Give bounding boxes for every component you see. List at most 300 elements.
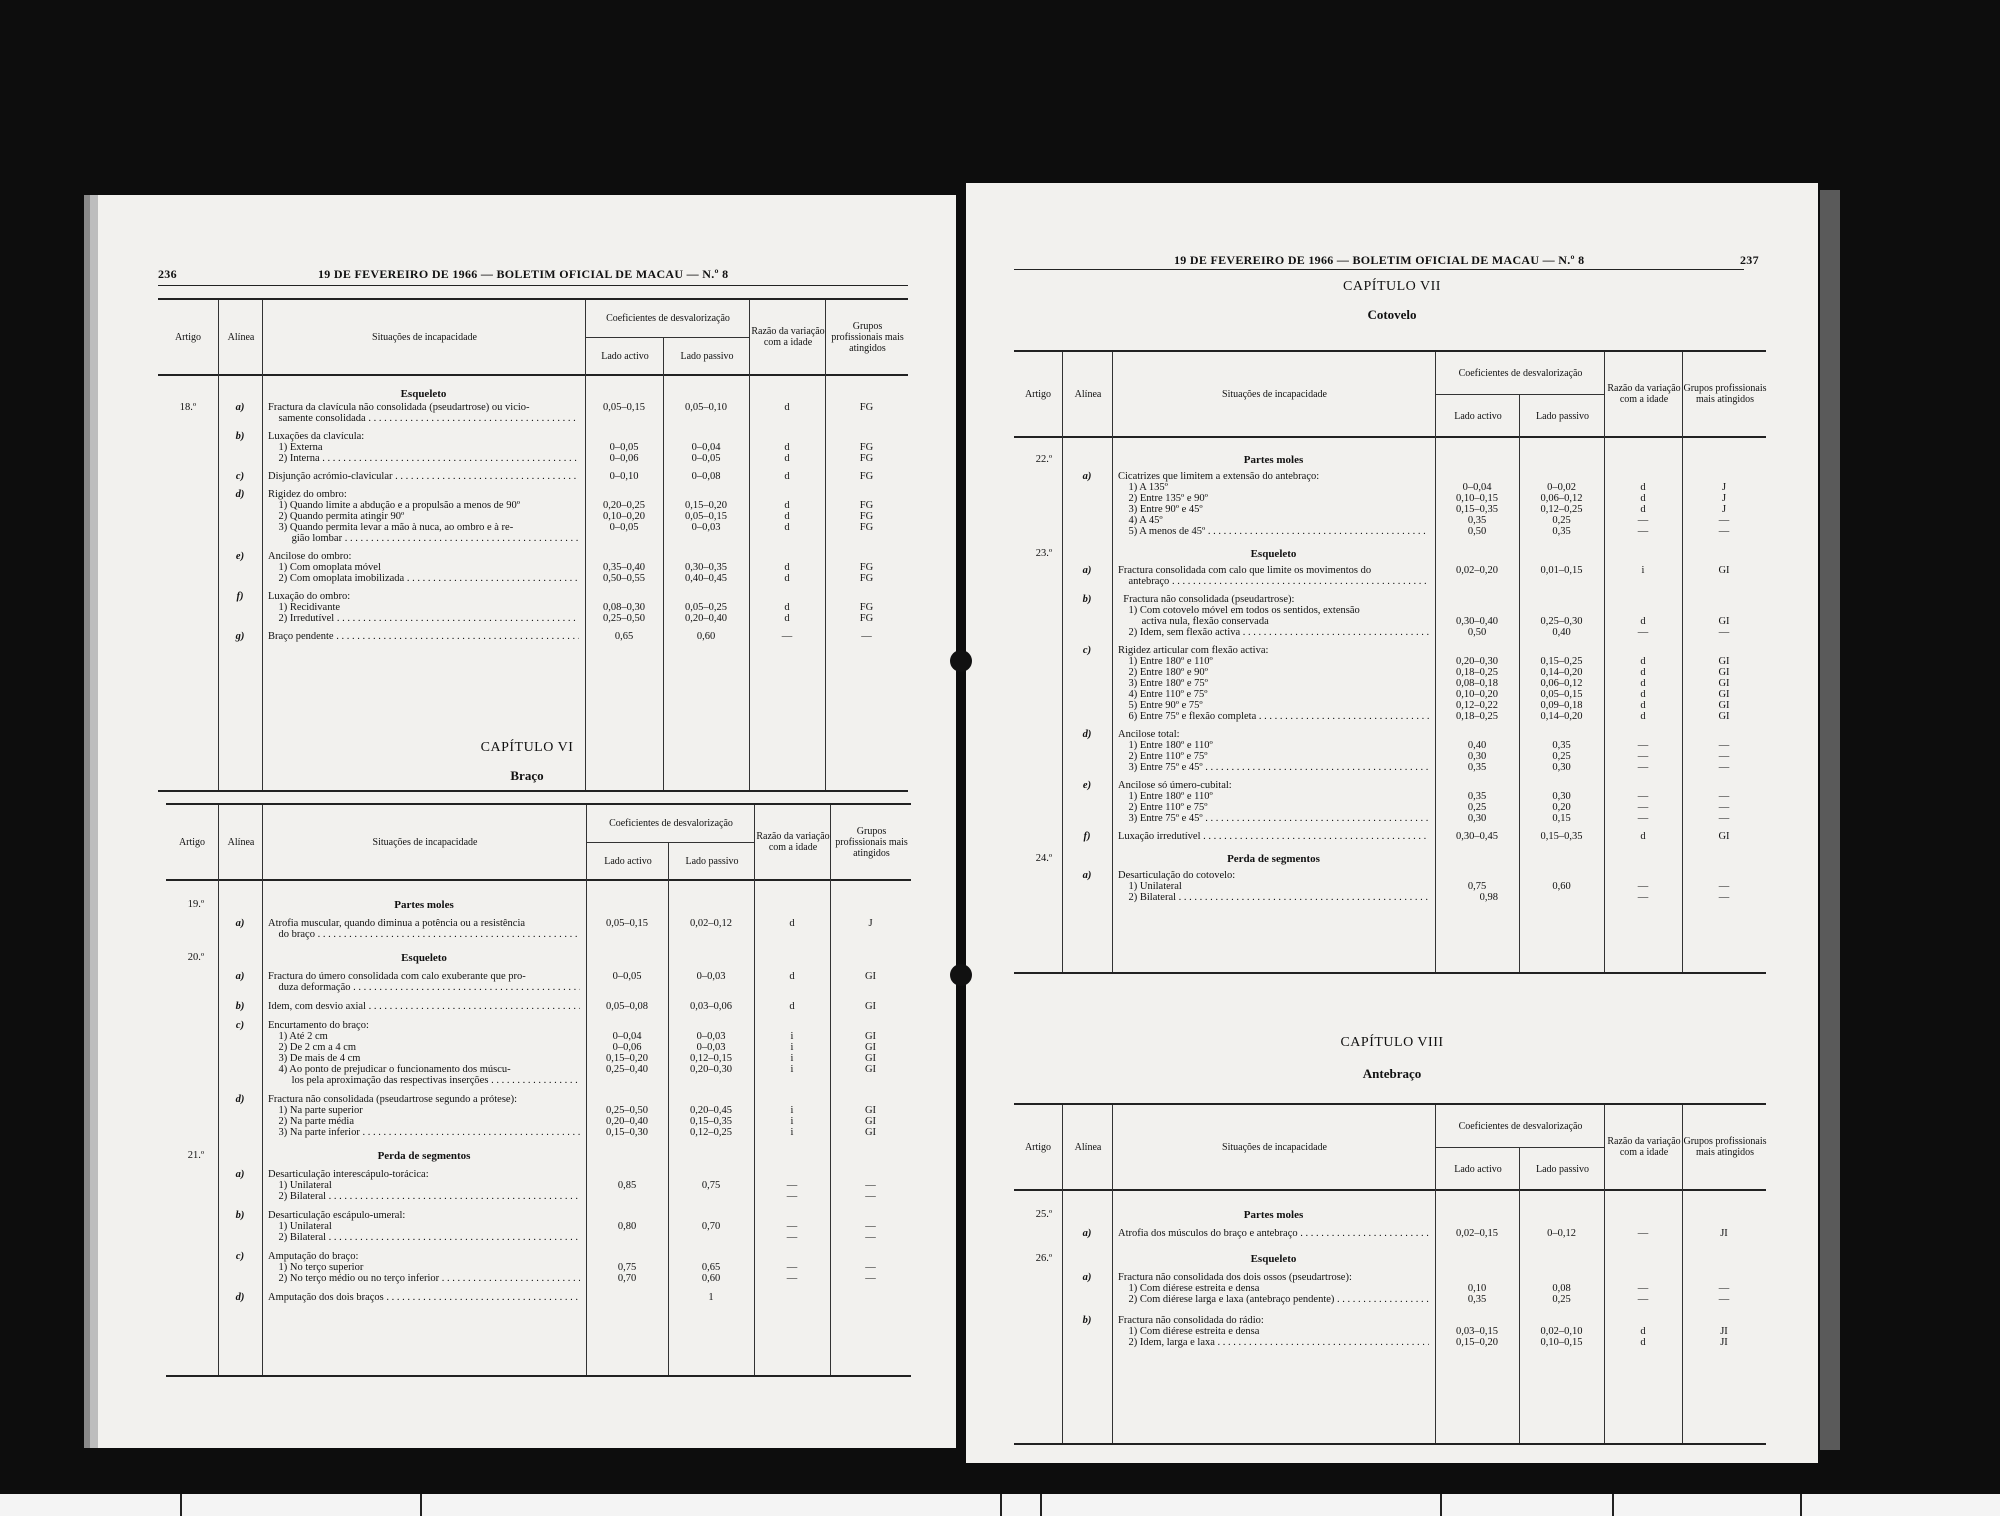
row-alinea: c) <box>235 1020 245 1031</box>
row-razao: — <box>781 631 793 642</box>
row-grupos: J <box>868 918 873 929</box>
row-situation-text: 2) Idem, larga e laxa . . . <box>1118 1337 1429 1348</box>
row-alinea: a) <box>1082 1272 1092 1283</box>
row-lado-activo: 0,65 <box>614 631 634 642</box>
row-situation-text: 2) Entre 180º e 90º <box>1118 667 1208 678</box>
row-situation-text: 2) Interna . . . <box>268 453 579 464</box>
row-situation-text: 2) No terço médio ou no terço inferior . . . <box>268 1273 580 1284</box>
row-alinea: e) <box>235 551 245 562</box>
row-alinea: d) <box>235 489 245 500</box>
header-lado-activo: Lado activo <box>1435 1147 1520 1190</box>
row-lado-activo: 0,02–0,20 <box>1456 565 1498 576</box>
row-alinea: c) <box>235 1251 245 1262</box>
row-situation-text: 1) Unilateral <box>1118 881 1182 892</box>
row-situation-text: 1) Recidivante <box>268 602 341 613</box>
ruler-tick <box>1000 1494 1002 1516</box>
right-chapter2-heading: CAPÍTULO VIII <box>1340 1035 1444 1050</box>
row-alinea: c) <box>235 471 245 482</box>
row-situation-text: Fractura não consolidada do rádio: <box>1118 1315 1264 1326</box>
table-row <box>1014 645 1766 722</box>
row-situation-text: 2) Idem, sem flexão activa . . . <box>1118 627 1429 638</box>
row-situation-text: Atrofia dos músculos do braço e antebraço . . . <box>1118 1228 1429 1239</box>
table-row <box>158 551 908 584</box>
header-coeficientes: Coeficientes de desvalorização <box>586 805 755 842</box>
binding-ring-top <box>950 650 972 672</box>
row-razao: i <box>1641 565 1645 576</box>
table-header <box>166 803 911 881</box>
row-situation-text: 2) Com omoplata imobilizada . . . <box>268 573 579 584</box>
section-heading: Esqueleto <box>1250 548 1297 560</box>
row-lado-activo: 0,05–0,08 <box>606 1001 648 1012</box>
row-situation-text: 1) Unilateral <box>268 1221 332 1232</box>
right-chapter2-title: Antebraço <box>1362 1066 1422 1081</box>
header-lado-activo: Lado activo <box>586 842 669 880</box>
row-situation-text: 5) Entre 90º e 75º <box>1118 700 1203 711</box>
row-lado-passivo: 0,15–0,35 <box>1540 831 1583 842</box>
table-row <box>1014 594 1766 638</box>
header-situacoes: Situações de incapacidade <box>1112 1105 1436 1189</box>
binding-ring-bottom <box>950 964 972 986</box>
row-razao: — — <box>786 1262 798 1284</box>
header-grupos: Grupos profissionais mais atingidos <box>830 805 912 879</box>
header-alinea: Alínea <box>218 805 263 879</box>
table-row <box>1014 1315 1766 1348</box>
row-grupos: — — <box>865 1262 876 1284</box>
row-situation-text: activa nula, flexão conservada <box>1118 616 1269 627</box>
left-page <box>98 195 956 1448</box>
section-heading: Esqueleto <box>1250 1253 1297 1265</box>
row-lado-passivo: 0,70 <box>701 1221 721 1232</box>
table-row <box>166 918 911 940</box>
table-row <box>1014 1228 1766 1239</box>
row-situation-text: Idem, com desvio axial . . . <box>268 1001 580 1012</box>
header-artigo: Artigo <box>1024 388 1052 400</box>
table-row <box>166 1001 911 1012</box>
row-alinea: g) <box>235 631 245 642</box>
row-lado-activo: 0,05–0,15 <box>606 918 648 929</box>
row-grupos: FG FG FG <box>859 500 874 533</box>
table-header <box>1014 350 1766 438</box>
row-alinea: d) <box>235 1292 245 1303</box>
section-heading: Partes moles <box>1243 454 1304 466</box>
row-alinea: f) <box>1083 831 1091 842</box>
row-situation-text: Cicatrizes que limitem a extensão do antebraço: <box>1118 471 1320 482</box>
row-lado-passivo: 0–0,04 0–0,05 <box>691 442 721 464</box>
table-row <box>166 1020 911 1086</box>
header-artigo: Artigo <box>1024 1141 1052 1153</box>
row-situation-text: 3) Quando permita levar a mão à nuca, ao ombro e à re- <box>268 522 514 533</box>
row-razao: d <box>789 1001 795 1012</box>
row-lado-passivo: 0,15–0,25 0,14–0,20 0,06–0,12 0,05–0,15 0,09–0,18 0,14–0,20 <box>1540 656 1583 722</box>
row-lado-passivo: 0,20–0,45 0,15–0,35 0,12–0,25 <box>690 1105 732 1138</box>
row-situation-text: Encurtamento do braço: <box>268 1020 369 1031</box>
row-situation-text: 3) Entre 180º e 75º <box>1118 678 1208 689</box>
row-razao: d d <box>1640 1326 1646 1348</box>
row-lado-activo: 0–0,04 0–0,06 0,15–0,20 0,25–0,40 <box>606 1031 648 1075</box>
row-alinea: a) <box>235 971 245 982</box>
row-grupos: FG <box>859 402 874 413</box>
right-page <box>966 183 1818 1463</box>
header-lado-activo: Lado activo <box>585 337 664 375</box>
row-grupos: — — <box>1718 881 1730 903</box>
row-razao: d <box>789 971 795 982</box>
row-razao: d <box>784 402 790 413</box>
header-razao: Razão da variação com a idade <box>754 805 831 879</box>
row-lado-activo: 0,75 0,70 <box>617 1262 637 1284</box>
row-situation-text: Fractura não consolidada (pseudartrose segundo a prótese): <box>268 1094 517 1105</box>
row-situation-text: Ancilose total: <box>1118 729 1180 740</box>
row-situation-text: 1) Com omoplata móvel <box>268 562 381 573</box>
row-alinea: b) <box>235 431 245 442</box>
row-situation-text: do braço . . . <box>268 929 580 940</box>
row-lado-activo: 0–0,10 <box>609 471 639 482</box>
row-situation-text: 3) De mais de 4 cm <box>268 1053 361 1064</box>
row-situation-text: Desarticulação do cotovelo: <box>1118 870 1236 881</box>
row-lado-activo: 0,35 0,25 0,30 <box>1467 791 1487 824</box>
row-lado-passivo: 0–0,03 0–0,03 0,12–0,15 0,20–0,30 <box>690 1031 732 1075</box>
row-lado-passivo: 0,02–0,12 <box>690 918 732 929</box>
right-table-1 <box>1014 350 1766 972</box>
row-situation-text: 1) Até 2 cm <box>268 1031 328 1042</box>
row-grupos: — — — <box>1718 791 1730 824</box>
header-artigo: Artigo <box>178 836 206 848</box>
header-alinea: Alínea <box>1062 352 1113 436</box>
row-alinea: a) <box>1082 870 1092 881</box>
article-number: 20.º <box>187 952 205 963</box>
row-lado-activo: 0,80 <box>617 1221 637 1232</box>
row-lado-activo: 0,40 0,30 0,35 <box>1467 740 1487 773</box>
row-lado-activo: 0–0,05 <box>612 971 642 982</box>
row-situation-text: Atrofia muscular, quando diminua a potência ou a resistência <box>268 918 526 929</box>
table-bottom-rule <box>1014 1443 1766 1445</box>
row-lado-activo: 0,20–0,25 0,10–0,20 0–0,05 <box>603 500 645 533</box>
row-grupos: GI GI GI <box>864 1105 877 1138</box>
row-razao: — — <box>1637 1283 1649 1305</box>
row-lado-passivo: 0,03–0,06 <box>690 1001 732 1012</box>
table-row <box>1014 870 1766 903</box>
table-bottom-rule <box>158 790 908 792</box>
row-alinea: b) <box>235 1001 245 1012</box>
table-row <box>158 591 908 624</box>
row-razao: d <box>784 471 790 482</box>
row-razao: — — — <box>1637 740 1649 773</box>
row-grupos: GI <box>864 971 877 982</box>
row-grupos: — <box>861 631 872 642</box>
row-lado-activo: 0,30–0,40 0,50 <box>1456 616 1498 638</box>
row-situation-text: 6) Entre 75º e flexão completa . . . <box>1118 711 1429 722</box>
table-bottom-rule <box>166 1375 911 1377</box>
header-artigo: Artigo <box>174 331 202 343</box>
row-grupos: FG FG <box>859 602 874 624</box>
header-coeficientes: Coeficientes de desvalorização <box>1435 1105 1605 1147</box>
row-lado-activo: 0,10 0,35 <box>1467 1283 1487 1305</box>
table-row <box>158 431 908 464</box>
row-lado-activo: 0,05–0,15 <box>603 402 645 413</box>
article-number: 19.º <box>187 899 205 910</box>
row-situation-text: Amputação do braço: <box>268 1251 359 1262</box>
row-grupos: J J J — — <box>1718 482 1730 537</box>
row-situation-text: antebraço . . . <box>1118 576 1429 587</box>
row-lado-activo: 0–0,05 0–0,06 <box>609 442 639 464</box>
table-row <box>166 1292 911 1303</box>
row-razao: d — <box>1637 616 1649 638</box>
row-situation-text: Fractura não consolidada (pseudartrose): <box>1118 594 1295 605</box>
table-row <box>166 1169 911 1202</box>
right-page-number: 237 <box>1740 253 1759 267</box>
row-razao: d d <box>784 442 790 464</box>
table-row <box>1014 729 1766 773</box>
header-alinea: Alínea <box>1062 1105 1113 1189</box>
right-running-head-text: 19 DE FEVEREIRO DE 1966 — BOLETIM OFICIAL DE MACAU — N.º 8 <box>1174 253 1585 267</box>
row-situation-text: 2) Bilateral . . . <box>268 1191 580 1202</box>
row-situation-text: Fractura da clavícula não consolidada (pseudartrose) ou vicio- <box>268 402 530 413</box>
section-heading: Perda de segmentos <box>1227 853 1320 865</box>
row-situation-text: 2) Quando permita atingir 90º <box>268 511 405 522</box>
right-chapter-title: Cotovelo <box>1367 307 1417 322</box>
row-lado-passivo: 0,05–0,25 0,20–0,40 <box>685 602 727 624</box>
table-row <box>1014 780 1766 824</box>
row-grupos: GI GI GI GI <box>864 1031 877 1075</box>
row-lado-passivo: 0,35 0,25 0,30 <box>1552 740 1571 773</box>
header-grupos: Grupos profissionais mais atingidos <box>1682 352 1767 436</box>
row-situation-text: 2) Irredutível . . . <box>268 613 579 624</box>
row-situation-text: 3) Na parte inferior . . . <box>268 1127 580 1138</box>
article-number: 26.º <box>1035 1253 1053 1264</box>
row-situation-text: duza deformação . . . <box>268 982 580 993</box>
row-razao: i i i <box>790 1105 794 1138</box>
row-situation-text: 1) Entre 180º e 110º <box>1118 791 1213 802</box>
header-lado-passivo: Lado passivo <box>668 842 755 880</box>
row-situation-text: 1) Entre 180º e 110º <box>1118 740 1213 751</box>
row-situation-text: Luxação do ombro: <box>268 591 351 602</box>
row-lado-passivo: 0,60 <box>696 631 716 642</box>
row-situation-text: Rigidez articular com flexão activa: <box>1118 645 1269 656</box>
row-lado-passivo: 0–0,02 0,06–0,12 0,12–0,25 0,25 0,35 <box>1540 482 1583 537</box>
row-situation-text: 1) Na parte superior <box>268 1105 363 1116</box>
row-lado-passivo: 1 <box>708 1292 714 1303</box>
row-lado-passivo: 0,25–0,30 0,40 <box>1540 616 1583 638</box>
row-lado-activo: 0,03–0,15 0,15–0,20 <box>1456 1326 1498 1348</box>
row-alinea: e) <box>1082 780 1092 791</box>
row-situation-text: 2) Bilateral . . . <box>1118 892 1429 903</box>
ruler-tick <box>180 1494 182 1516</box>
row-situation-text: 1) Unilateral <box>268 1180 332 1191</box>
row-situation-text: 2) Entre 110º e 75º <box>1118 802 1208 813</box>
row-situation-text: 5) A menos de 45º . . . <box>1118 526 1429 537</box>
header-lado-passivo: Lado passivo <box>1519 394 1605 437</box>
header-grupos: Grupos profissionais mais atingidos <box>825 300 909 374</box>
row-razao: — <box>1637 1228 1649 1239</box>
row-grupos: GI <box>1718 565 1730 576</box>
row-situation-text: 1) Com diérese estreita e densa <box>1118 1326 1260 1337</box>
row-situation-text: 1) Externa <box>268 442 323 453</box>
row-lado-passivo: 0–0,08 <box>691 471 721 482</box>
section-heading: Perda de segmentos <box>377 1150 471 1162</box>
row-situation-text: Amputação dos dois braços . . . <box>268 1292 580 1303</box>
row-situation-text: Desarticulação escápulo-umeral: <box>268 1210 406 1221</box>
ruler-tick <box>420 1494 422 1516</box>
row-lado-passivo: 0,30 0,20 0,15 <box>1552 791 1571 824</box>
row-razao: — — <box>786 1180 798 1202</box>
row-situation-text: Fractura consolidada com calo que limite os movimentos do <box>1118 565 1372 576</box>
row-grupos: GI — <box>1718 616 1730 638</box>
row-situation-text: Rigidez do ombro: <box>268 489 347 500</box>
row-lado-activo: 0,35–0,40 0,50–0,55 <box>603 562 645 584</box>
row-alinea: d) <box>1082 729 1092 740</box>
row-alinea: a) <box>1082 565 1092 576</box>
row-grupos: GI <box>864 1001 877 1012</box>
row-situation-text: Fractura não consolidada dos dois ossos (pseudartrose): <box>1118 1272 1352 1283</box>
row-situation-text: Fractura do úmero consolidada com calo exuberante que pro- <box>268 971 526 982</box>
row-situation-text: 2) Entre 110º e 75º <box>1118 751 1208 762</box>
header-coeficientes: Coeficientes de desvalorização <box>585 300 750 337</box>
row-alinea: f) <box>236 591 244 602</box>
row-situation-text: 2) Bilateral . . . <box>268 1232 580 1243</box>
row-situation-text: Ancilose só úmero-cubital: <box>1118 780 1232 791</box>
ruler-tick <box>1440 1494 1442 1516</box>
row-razao: i i i i <box>790 1031 794 1075</box>
row-alinea: a) <box>235 918 245 929</box>
row-situation-text: 4) Entre 110º e 75º <box>1118 689 1208 700</box>
row-grupos: GI <box>1718 831 1730 842</box>
row-grupos: FG <box>859 471 874 482</box>
row-alinea: b) <box>1082 594 1092 605</box>
header-razao: Razão da variação com a idade <box>1604 352 1683 436</box>
ruler-tick <box>1612 1494 1614 1516</box>
header-coeficientes: Coeficientes de desvalorização <box>1435 352 1605 394</box>
left-table-2 <box>166 803 911 1375</box>
row-alinea: a) <box>235 1169 245 1180</box>
header-grupos: Grupos profissionais mais atingidos <box>1682 1105 1767 1189</box>
table-row <box>166 1251 911 1284</box>
article-number: 18.º <box>179 402 197 413</box>
table-row <box>1014 471 1766 537</box>
article-number: 25.º <box>1035 1209 1053 1220</box>
row-grupos: JI JI <box>1720 1326 1728 1348</box>
left-page-number: 236 <box>158 267 177 281</box>
table-row <box>158 489 908 544</box>
ruler-tick <box>1800 1494 1802 1516</box>
table-bottom-rule <box>1014 972 1766 974</box>
row-lado-activo: 0,02–0,15 <box>1456 1228 1498 1239</box>
row-razao: d d <box>784 562 790 584</box>
row-grupos: JI <box>1720 1228 1728 1239</box>
table-row <box>1014 565 1766 587</box>
row-situation-text: Braço pendente . . . <box>268 631 579 642</box>
left-chapter-title: Braço <box>510 768 544 783</box>
header-lado-activo: Lado activo <box>1435 394 1520 437</box>
row-situation-text: 2) De 2 cm a 4 cm <box>268 1042 357 1053</box>
section-heading: Partes moles <box>394 899 454 911</box>
table-row <box>158 631 908 642</box>
table-row <box>166 971 911 993</box>
row-razao: — — <box>1637 881 1649 903</box>
row-situation-text: 1) Entre 180º e 110º <box>1118 656 1213 667</box>
row-lado-activo: 0,08–0,30 0,25–0,50 <box>603 602 645 624</box>
header-razao: Razão da variação com a idade <box>1604 1105 1683 1189</box>
row-grupos: — — <box>1718 1283 1730 1305</box>
section-heading: Esqueleto <box>400 388 447 400</box>
ruler-tick <box>1040 1494 1042 1516</box>
row-razao: d d <box>784 602 790 624</box>
left-table-1 <box>158 298 908 790</box>
row-razao: — — <box>786 1221 798 1243</box>
left-chapter-heading: CAPÍTULO VI <box>480 740 574 755</box>
row-situation-text: 3) Entre 75º e 45º . . . <box>1118 813 1429 824</box>
header-situacoes: Situações de incapacidade <box>262 805 587 879</box>
table-header <box>1014 1103 1766 1191</box>
table-row <box>166 1094 911 1138</box>
row-lado-passivo: 0,02–0,10 0,10–0,15 <box>1540 1326 1583 1348</box>
section-heading: Esqueleto <box>401 952 447 964</box>
row-situation-text: Disjunção acrómio-clavicular . . . <box>268 471 579 482</box>
row-alinea: a) <box>1082 1228 1092 1239</box>
section-heading: Partes moles <box>1243 1209 1304 1221</box>
row-situation-text: samente consolidada . . . <box>268 413 579 424</box>
row-lado-passivo: 0,75 <box>701 1180 721 1191</box>
row-razao: d <box>789 918 795 929</box>
row-situation-text: los pela aproximação das respectivas inserções . . . <box>268 1075 580 1086</box>
row-lado-passivo: 0,05–0,10 <box>685 402 727 413</box>
row-grupos: — — <box>865 1180 876 1202</box>
article-number: 24.º <box>1035 853 1053 864</box>
table-row <box>1014 831 1766 842</box>
row-alinea: a) <box>235 402 245 413</box>
row-situation-text: 3) Entre 75º e 45º . . . <box>1118 762 1429 773</box>
row-situation-text: 1) Com cotovelo móvel em todos os sentidos, extensão <box>1118 605 1360 616</box>
row-situation-text: 2) Com diérese larga e laxa (antebraço pendente) . . . <box>1118 1294 1429 1305</box>
row-lado-passivo: 0,08 0,25 <box>1552 1283 1571 1305</box>
header-alinea: Alínea <box>218 300 263 374</box>
row-lado-passivo: 0–0,03 <box>696 971 726 982</box>
left-running-head-text: 19 DE FEVEREIRO DE 1966 — BOLETIM OFICIAL DE MACAU — N.º 8 <box>318 267 729 281</box>
header-lado-passivo: Lado passivo <box>1519 1147 1605 1190</box>
row-lado-passivo: 0,65 0,60 <box>701 1262 721 1284</box>
row-lado-passivo: 0–0,12 <box>1547 1228 1576 1239</box>
article-number: 22.º <box>1035 454 1053 465</box>
row-situation-text: gião lombar . . . <box>268 533 579 544</box>
row-grupos: — — <box>865 1221 876 1243</box>
row-alinea: c) <box>1082 645 1092 656</box>
row-situation-text: 3) Entre 90º e 45º <box>1118 504 1203 515</box>
row-razao: d d d <box>784 500 790 533</box>
row-situation-text: 4) Ao ponto de prejudicar o funcionamento dos múscu- <box>268 1064 511 1075</box>
row-situation-text: 4) A 45º <box>1118 515 1163 526</box>
row-lado-passivo: 0,60 <box>1552 881 1571 892</box>
row-lado-passivo: 0,30–0,35 0,40–0,45 <box>685 562 727 584</box>
header-situacoes: Situações de incapacidade <box>262 300 586 374</box>
row-grupos: FG FG <box>859 442 874 464</box>
row-situation-text: Luxação irredutível . . . <box>1118 831 1429 842</box>
table-row <box>166 1210 911 1243</box>
row-razao: — — — <box>1637 791 1649 824</box>
header-razao: Razão da variação com a idade <box>749 300 826 374</box>
row-lado-activo: 0,75 0,98 <box>1467 881 1498 903</box>
row-lado-activo: 0,20–0,30 0,18–0,25 0,08–0,18 0,10–0,20 0,12–0,22 0,18–0,25 <box>1456 656 1498 722</box>
row-alinea: a) <box>1082 471 1092 482</box>
row-lado-activo: 0–0,04 0,10–0,15 0,15–0,35 0,35 0,50 <box>1456 482 1498 537</box>
row-situation-text: Luxações da clavícula: <box>268 431 365 442</box>
row-lado-passivo: 0,15–0,20 0,05–0,15 0–0,03 <box>685 500 727 533</box>
table-row <box>1014 1272 1766 1305</box>
row-alinea: d) <box>235 1094 245 1105</box>
row-situation-text: 2) Entre 135º e 90º <box>1118 493 1208 504</box>
row-situation-text: 1) Quando limite a abdução e a propulsão a menos de 90º <box>268 500 520 511</box>
table-header <box>158 298 908 376</box>
row-alinea: b) <box>235 1210 245 1221</box>
row-situation-text: 1) Com diérese estreita e densa <box>1118 1283 1260 1294</box>
row-razao: d d d d d d <box>1640 656 1646 722</box>
